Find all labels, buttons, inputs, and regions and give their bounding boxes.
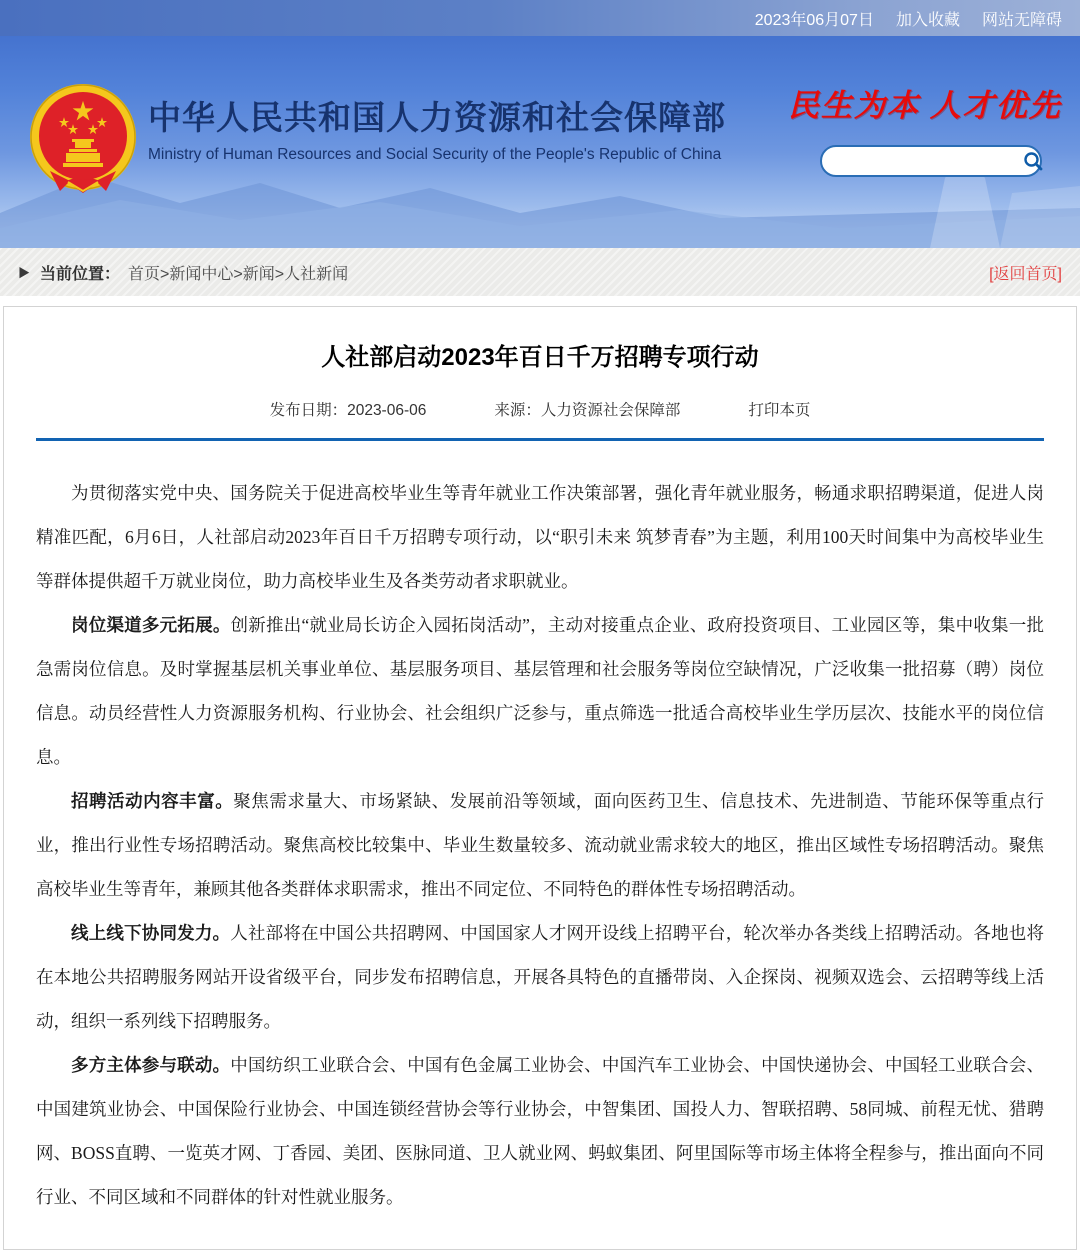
source-value: 人力资源社会保障部 xyxy=(540,402,681,419)
back-home-link[interactable]: [返回首页] xyxy=(989,265,1062,283)
article-paragraph: 招聘活动内容丰富。聚焦需求量大、市场紧缺、发展前沿等领域，面向医药卫生、信息技术、先进制造、节能环保等重点行业，推出行业性专场招聘活动。聚焦高校比较集中、毕业生数量较多、流动就业需求较大的地区，推出区域性专场招聘活动。聚焦高校毕业生等青年，兼顾其他各类群体求职需求，推出不同定位、不同特色的群体性专场招聘活动。 xyxy=(36,791,1045,899)
add-favorite-link[interactable]: 加入收藏 xyxy=(895,11,960,29)
article-paragraph: 岗位渠道多元拓展。创新推出“就业局长访企入园拓岗活动”，主动对接重点企业、政府投资项目、工业园区等，集中收集一批急需岗位信息。及时掌握基层机关事业单位、基层服务项目、基层管理和社会服务等岗位空缺情况，广泛收集一批招募（聘）岗位信息。动员经营性人力资源服务机构、行业协会、社会组织广泛参与，重点筛选一批适合高校毕业生学历层次、技能水平的岗位信息。 xyxy=(36,615,1045,767)
top-utility-bar xyxy=(0,0,1080,36)
ministry-name-en: Ministry of Human Resources and Social Security of the People's Republic of China xyxy=(148,146,722,163)
article-source xyxy=(494,398,680,420)
article-paragraph: 线上线下协同发力。人社部将在中国公共招聘网、中国国家人才网开设线上招聘平台，轮次举办各类线上招聘活动。各地也将在本地公共招聘服务网站开设省级平台，同步发布招聘信息，开展各具特色的直播带岗、入企探岗、视频双选会、云招聘等线上活动，组织一系列线下招聘服务。 xyxy=(36,923,1044,1031)
article-paragraph: 为贯彻落实党中央、国务院关于促进高校毕业生等青年就业工作决策部署，强化青年就业服务，畅通求职招聘渠道，促进人岗精准匹配，6月6日，人社部启动2023年百日千万招聘专项行动，以“职引未来 筑梦青春”为主题，利用100天时间集中为高校毕业生等群体提供超千万就业岗位，助力高校毕业生及各类劳动者求职就业。 xyxy=(36,483,1044,591)
breadcrumb-arrow-icon: ▶ xyxy=(18,265,31,280)
print-page-link[interactable]: 打印本页 xyxy=(748,402,811,419)
article-title: 人社部启动2023年百日千万招聘专项行动 xyxy=(321,344,759,371)
paragraph-lead: 岗位渠道多元拓展。 xyxy=(71,615,231,635)
svg-text:★: ★ xyxy=(96,117,108,129)
ministry-title-block xyxy=(148,92,726,164)
publish-date-label: 发布日期： xyxy=(269,402,348,419)
paragraph-lead: 招聘活动内容丰富。 xyxy=(71,791,234,811)
national-emblem xyxy=(28,83,138,195)
search-button[interactable] xyxy=(1023,147,1049,175)
source-label: 来源： xyxy=(494,402,541,419)
ministry-name-cn: 中华人民共和国人力资源和社会保障部 xyxy=(148,99,726,136)
accessibility-link[interactable]: 网站无障碍 xyxy=(981,11,1062,29)
site-search-box xyxy=(820,145,1042,177)
publish-date-value: 2023-06-06 xyxy=(347,402,427,419)
search-icon xyxy=(1023,151,1043,171)
site-header-banner xyxy=(0,36,1080,248)
svg-text:★: ★ xyxy=(67,124,79,136)
article-container xyxy=(3,306,1077,1250)
publish-date xyxy=(270,398,427,420)
slogan-calligraphy: 民生为本 人才优先 xyxy=(788,88,1062,123)
article-body xyxy=(4,471,1076,1219)
article-paragraph: 多方主体参与联动。中国纺织工业联合会、中国有色金属工业协会、中国汽车工业协会、中国快递协会、中国轻工业联合会、中国建筑业协会、中国保险行业协会、中国连锁经营协会等行业协会，中智集团、国投人力、智联招聘、58同城、前程无忧、猎聘网、BOSS直聘、一览英才网、丁香园、美团、医脉同道、卫人就业网、蚂蚁集团、阿里国际等市场主体将全程参与，推出面向不同行业、不同区域和不同群体的针对性就业服务。 xyxy=(36,1055,1044,1207)
svg-text:★: ★ xyxy=(58,117,70,129)
breadcrumb-path[interactable]: 首页>新闻中心>新闻>人社新闻 xyxy=(128,265,349,283)
paragraph-lead: 线上线下协同发力。 xyxy=(71,923,231,943)
paragraph-lead: 多方主体参与联动。 xyxy=(71,1055,231,1075)
svg-text:★: ★ xyxy=(71,99,95,124)
title-divider xyxy=(36,438,1044,441)
search-input[interactable] xyxy=(822,147,1023,175)
breadcrumb-label: 当前位置： xyxy=(40,265,121,283)
svg-text:★: ★ xyxy=(87,124,99,136)
topbar-date: 2023年06月07日 xyxy=(754,11,874,29)
breadcrumb-bar xyxy=(0,248,1080,296)
article-meta xyxy=(4,398,1076,420)
